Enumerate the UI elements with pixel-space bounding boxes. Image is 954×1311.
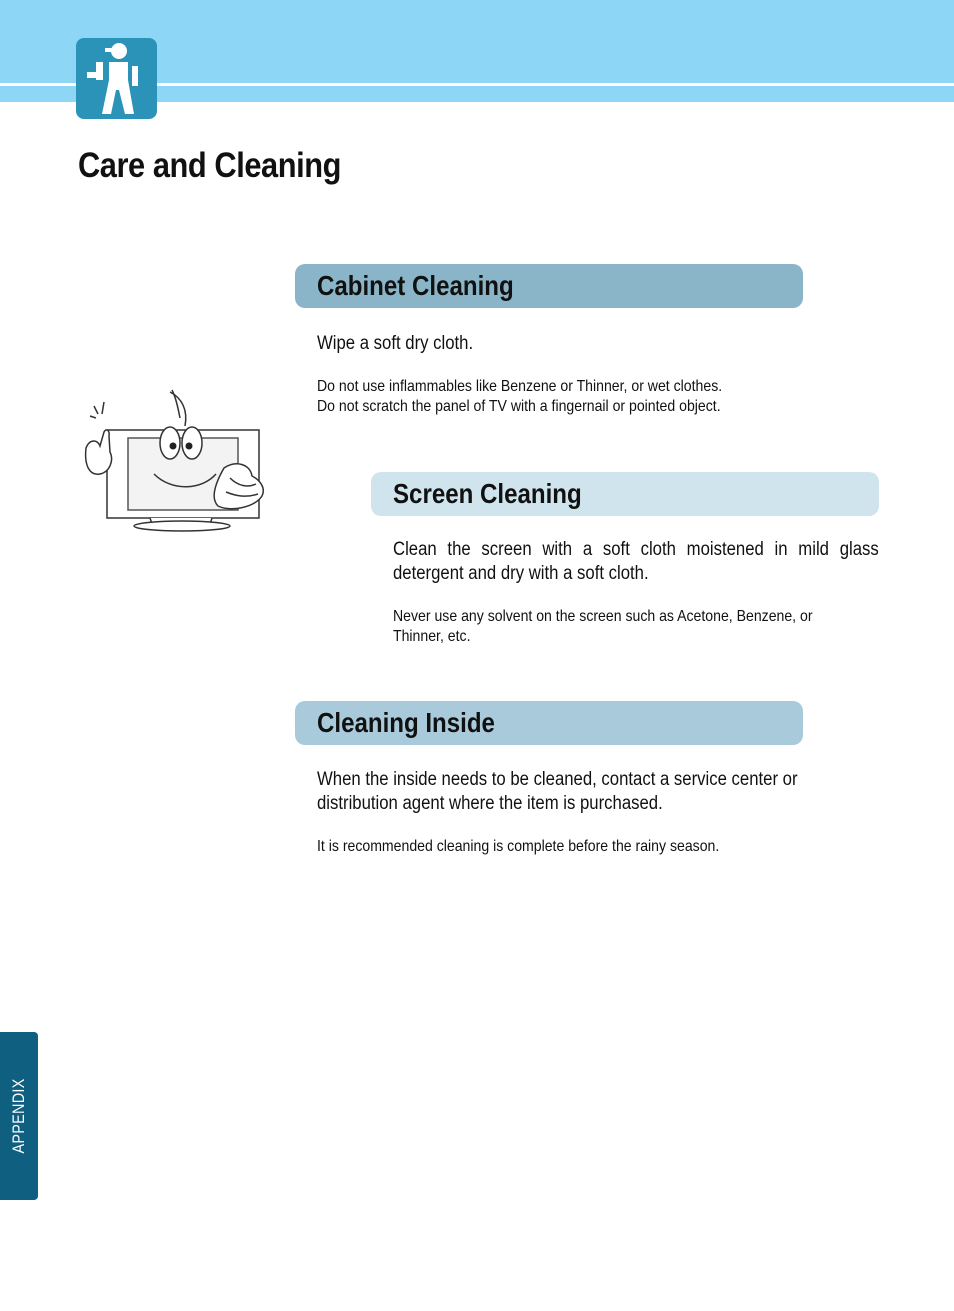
cabinet-note-line2: Do not scratch the panel of TV with a fingernail or pointed object. <box>317 398 721 415</box>
screen-cleaning-header <box>371 472 879 516</box>
screen-note: Never use any solvent on the screen such as Acetone, Benzene, or Thinner, etc. <box>393 608 813 645</box>
page-title: Care and Cleaning <box>78 146 341 185</box>
screen-cleaning-heading: Screen Cleaning <box>393 478 582 509</box>
inside-note: It is recommended cleaning is complete before the rainy season. <box>317 838 720 855</box>
cabinet-cleaning-heading: Cabinet Cleaning <box>317 270 514 301</box>
inside-main-text: When the inside needs to be cleaned, contact a service center or distribution agent where the item is purchased. <box>317 769 798 814</box>
tv-cleaning-illustration <box>80 388 272 536</box>
cabinet-cleaning-header <box>295 264 803 308</box>
technician-figure-icon <box>76 38 157 119</box>
cabinet-main-text: Wipe a soft dry cloth. <box>317 333 474 354</box>
cleaning-inside-header <box>295 701 803 745</box>
cabinet-note <box>317 377 722 417</box>
screen-main-text: Clean the screen with a soft cloth moistened in mild glass detergent and dry with a soft cloth. <box>393 539 879 584</box>
cleaning-inside-heading: Cleaning Inside <box>317 707 495 738</box>
appendix-side-tab <box>0 1032 38 1200</box>
cabinet-note-line1: Do not use inflammables like Benzene or Thinner, or wet clothes. <box>317 378 723 395</box>
appendix-label: APPENDIX <box>9 1078 28 1154</box>
